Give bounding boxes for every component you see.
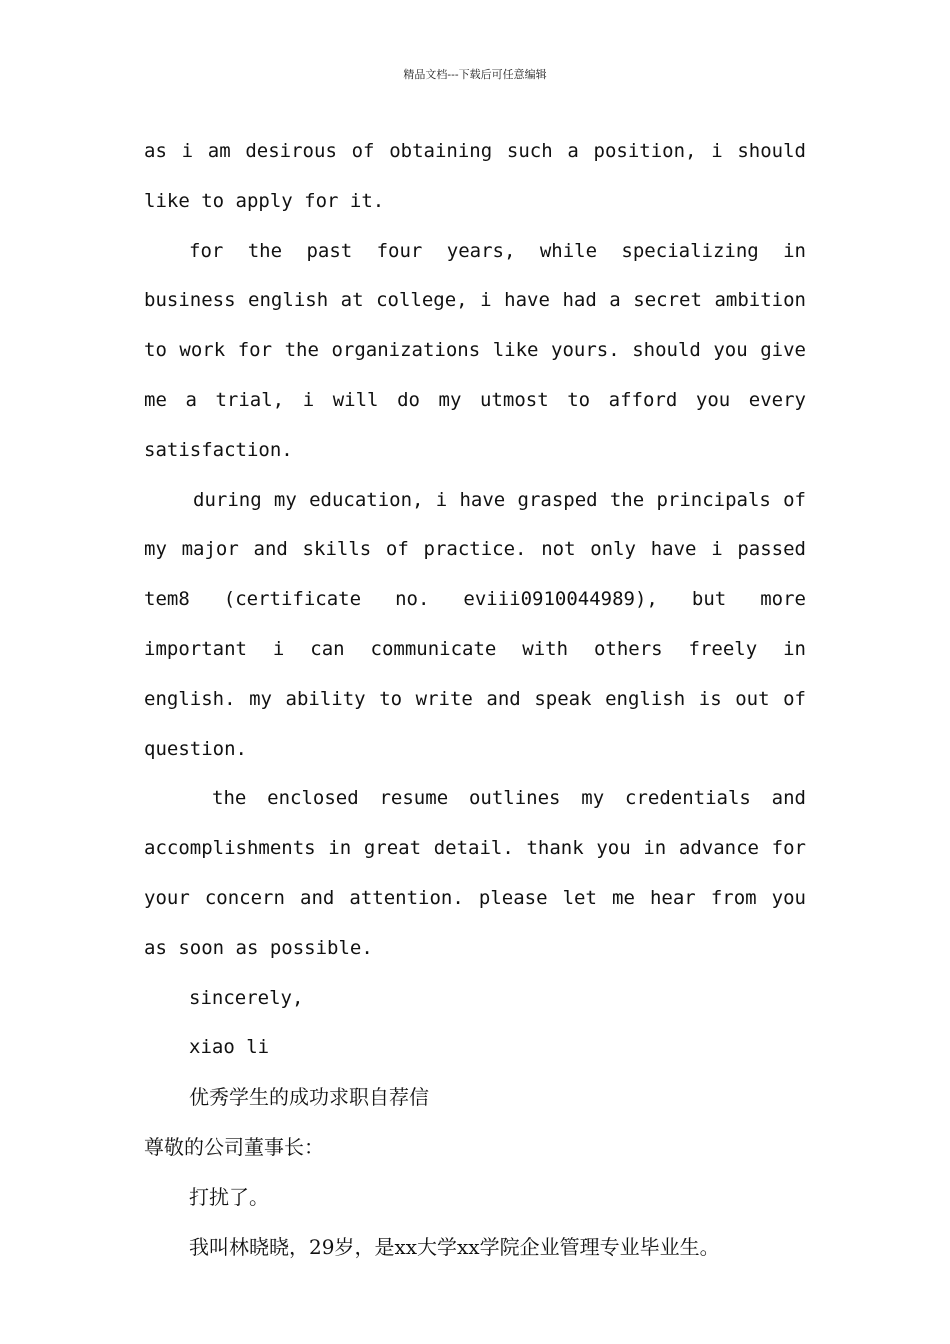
paragraph-position: as i am desirous of obtaining such a position, i should like to apply for it. bbox=[144, 140, 806, 212]
paragraph-education: during my education, i have grasped the principals of my major and skills of practice. not only have i passed tem8 (certificate no. eviii0910044989), but more important i can communicate with others freely in english. my ability to write and speak english is out of question. bbox=[144, 488, 806, 760]
page-header: 精品文档---下载后可任意编辑 bbox=[403, 68, 547, 81]
closing-line: sincerely, bbox=[189, 986, 304, 1009]
paragraph-ambition: for the past four years, while specializing in business english at college, i have had a secret ambition to work for the organizations like yours. should you give me a trial, i will do my utmost to afford you every satisfaction. bbox=[144, 239, 806, 461]
chinese-salutation: 尊敬的公司董事长： bbox=[144, 1134, 324, 1159]
chinese-intro: 我叫林晓晓，29岁，是xx大学xx学院企业管理专业毕业生。 bbox=[189, 1234, 720, 1259]
chinese-greeting: 打扰了。 bbox=[189, 1184, 269, 1209]
signature-line: xiao li bbox=[189, 1036, 270, 1059]
paragraph-resume: the enclosed resume outlines my credentials and accomplishments in great detail. thank you in advance for your concern and attention. please let me hear from you as soon as possible. bbox=[144, 787, 806, 959]
letter-body bbox=[144, 127, 806, 1272]
chinese-title: 优秀学生的成功求职自荐信 bbox=[189, 1085, 429, 1110]
